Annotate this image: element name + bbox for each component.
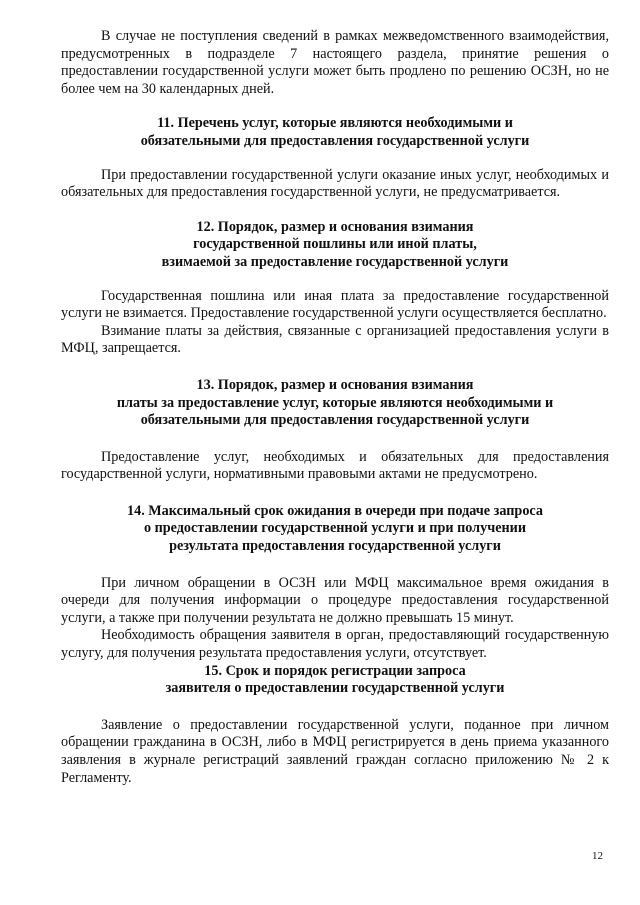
page-number: 12 [592,850,603,862]
section-heading-11 [61,115,609,150]
paragraph-applicant-visit: Необходимость обращения заявителя в орган, предоставляющий государственную услугу, для получения результата предоставления услуги, отсутствует. [61,627,609,662]
heading-line: обязательными для предоставления государственной услуги [140,132,530,149]
paragraph-state-fee: Государственная пошлина или иная плата за предоставление государственной услуги не взимается. Предоставление государственной услуги осуществляется бесплатно. [61,287,609,322]
section-heading-13 [61,377,609,430]
page-body [61,28,609,787]
heading-line: 12. Порядок, размер и основания взимания [196,218,474,235]
section-heading-14 [61,503,609,556]
paragraph-required-services: Предоставление услуг, необходимых и обязательных для предоставления государственной услуги, нормативными правовыми актами не предусмотрено. [61,448,609,483]
heading-line: государственной пошлины или иной платы, [193,236,477,253]
paragraph-other-services: При предоставлении государственной услуги оказание иных услуг, необходимых и обязательных для предоставления государственной услуги, не предусматривается. [61,166,609,201]
paragraph-interagency-delay: В случае не поступления сведений в рамках межведомственного взаимодействия, предусмотренных в подразделе 7 настоящего раздела, принятие решения о предоставлении государственной услуги может быть продлено по решению ОСЗН, но не более чем на 30 календарных дней. [61,28,609,97]
heading-line: платы за предоставление услуг, которые являются необходимыми и [116,394,554,411]
paragraph-mfc-fee: Взимание платы за действия, связанные с организацией предоставления услуги в МФЦ, запрещается. [61,322,609,357]
heading-line: взимаемой за предоставление государственной услуги [161,253,509,270]
heading-line: о предоставлении государственной услуги и при получении [143,520,527,537]
heading-line: 11. Перечень услуг, которые являются необходимыми и [157,115,513,132]
paragraph-waiting-time: При личном обращении в ОСЗН или МФЦ максимальное время ожидания в очереди для получения информации о процедуре предоставления государственной услуги, а также при получении результата не должно превышать 15 минут. [61,574,609,626]
paragraph-registration: Заявление о предоставлении государственной услуги, поданное при личном обращении гражданина в ОСЗН, либо в МФЦ регистрируется в день приема указанного заявления в журнале регистраций заявлений граждан согласно приложению № 2 к Регламенту. [61,716,609,786]
section-heading-12 [61,219,609,272]
heading-line: заявителя о предоставлении государственной услуги [165,680,505,697]
heading-line: обязательными для предоставления государственной услуги [140,412,530,429]
heading-line: 14. Максимальный срок ожидания в очереди при подаче запроса [127,502,543,519]
section-heading-15 [61,663,609,698]
heading-line: 15. Срок и порядок регистрации запроса [204,662,466,679]
heading-line: результата предоставления государственной услуги [169,538,501,555]
heading-line: 13. Порядок, размер и основания взимания [196,376,474,393]
